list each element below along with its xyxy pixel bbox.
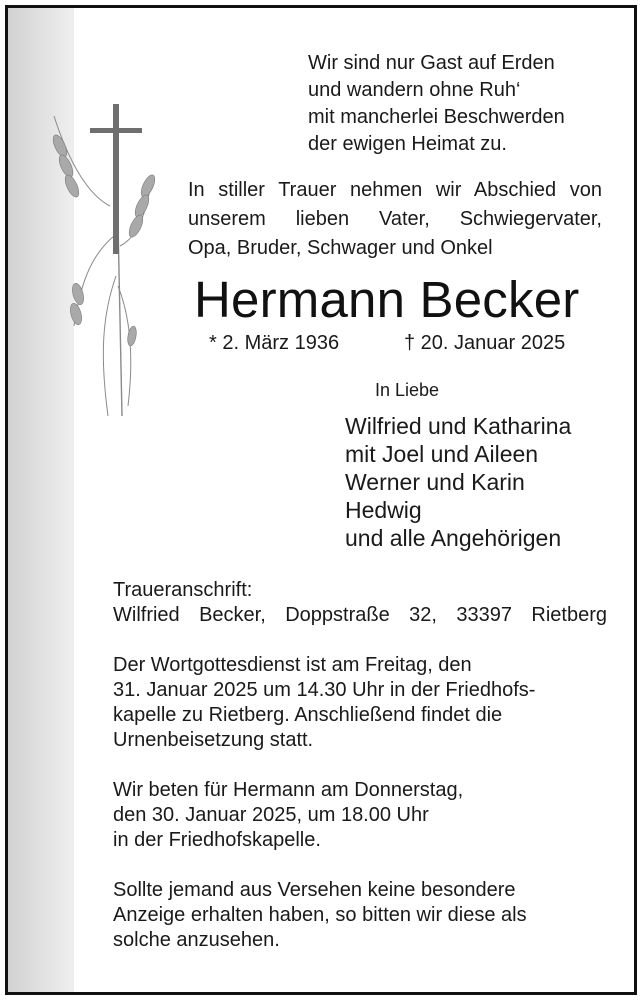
mourner-line: Wilfried und Katharina	[345, 413, 572, 439]
address-line: Wilfried Becker, Doppstraße 32, 33397 Rietberg	[113, 604, 607, 626]
service-line: Urnenbeisetzung statt.	[113, 729, 314, 751]
mourners-list	[345, 412, 571, 552]
death-date: † 20. Januar 2025	[404, 332, 566, 354]
poem-line: der ewigen Heimat zu.	[308, 133, 507, 155]
prayer-line: den 30. Januar 2025, um 18.00 Uhr	[113, 804, 429, 826]
mourner-line: Hedwig	[345, 497, 422, 523]
closing-note	[113, 878, 527, 953]
address-label: Traueranschrift:	[113, 579, 253, 601]
poem	[308, 50, 565, 158]
closing-line: solche anzusehen.	[113, 929, 280, 951]
mourning-address	[113, 578, 607, 628]
prayer-line: in der Friedhofskapelle.	[113, 829, 321, 851]
deceased-name: Hermann Becker	[194, 271, 580, 328]
service-info	[113, 653, 535, 753]
poem-line: Wir sind nur Gast auf Erden	[308, 52, 555, 74]
poem-line: mit mancherlei Beschwerden	[308, 106, 565, 128]
mourner-line: Werner und Karin	[345, 469, 525, 495]
closing-line: Sollte jemand aus Versehen keine besondere	[113, 879, 516, 901]
intro-line: unserem lieben Vater, Schwiegervater,	[188, 208, 602, 230]
mourner-line: mit Joel und Aileen	[345, 441, 539, 467]
birth-date: * 2. März 1936	[209, 332, 340, 354]
closing-line: Anzeige erhalten haben, so bitten wir diese als	[113, 904, 527, 926]
obituary-notice	[5, 5, 637, 995]
mourners-intro: In Liebe	[375, 380, 440, 400]
prayer-line: Wir beten für Hermann am Donnerstag,	[113, 779, 464, 801]
mourner-line: und alle Angehörigen	[345, 525, 562, 551]
poem-line: und wandern ohne Ruh‘	[308, 79, 521, 101]
service-line: kapelle zu Rietberg. Anschließend findet die	[113, 704, 503, 726]
prayer-info	[113, 778, 463, 853]
intro-line: In stiller Trauer nehmen wir Abschied von	[188, 179, 602, 201]
service-line: 31. Januar 2025 um 14.30 Uhr in der Friedhofs-	[113, 679, 536, 701]
intro-line: Opa, Bruder, Schwager und Onkel	[188, 237, 493, 259]
intro-text	[188, 176, 602, 263]
cross-wheat-icon	[30, 86, 170, 426]
service-line: Der Wortgottesdienst ist am Freitag, den	[113, 654, 472, 676]
